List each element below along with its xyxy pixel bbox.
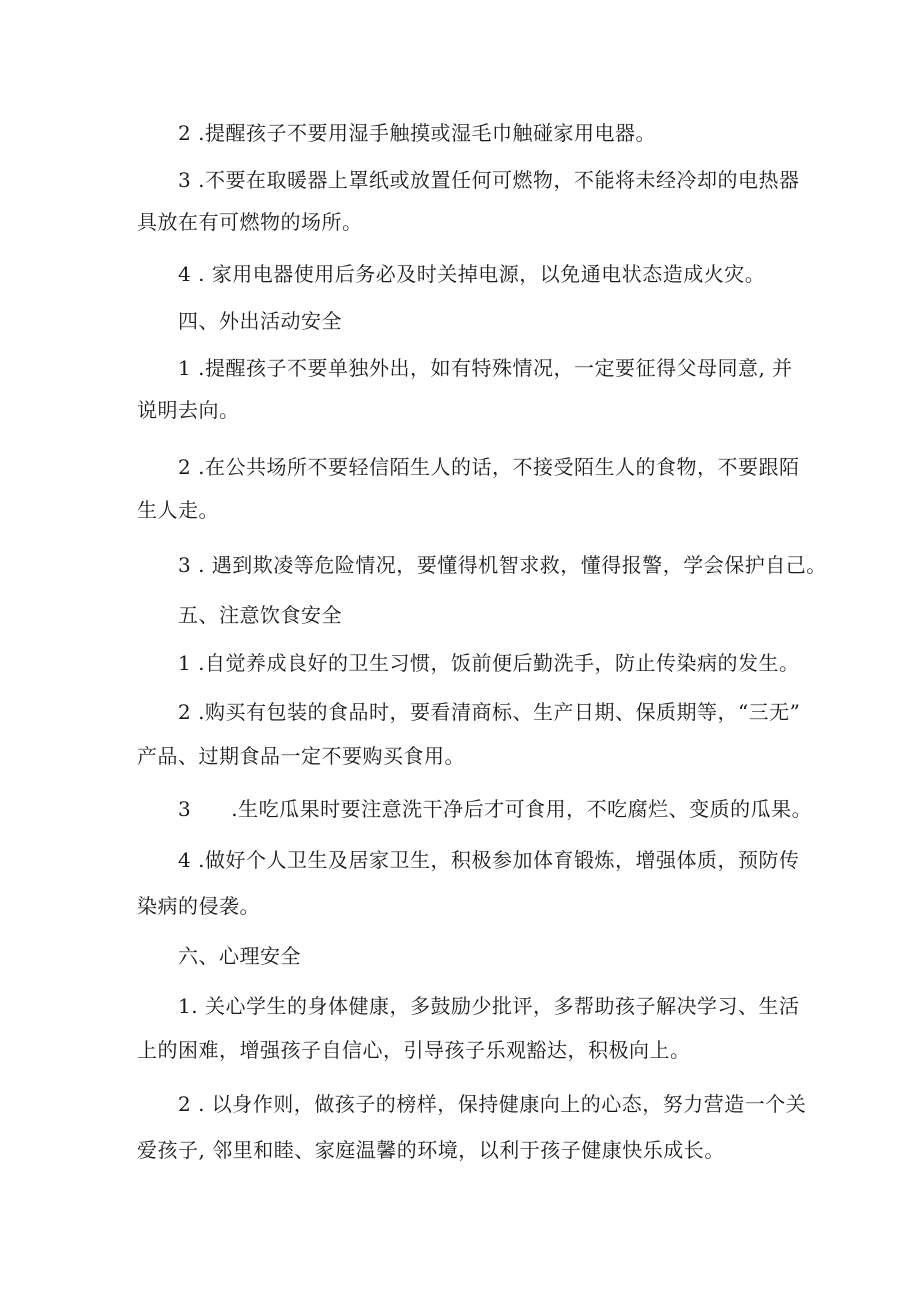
section-heading: 四、外出活动安全 (178, 309, 342, 333)
text-line: 4 .做好个人卫生及居家卫生，积极参加体育锻炼，增强体质，预防传 (178, 848, 800, 872)
text-line: 1 .自觉养成良好的卫生习惯，饭前便后勤洗手，防止传染病的发生。 (178, 651, 800, 675)
text-line: 3 .不要在取暖器上罩纸或放置任何可燃物，不能将未经冷却的电热器 (178, 168, 800, 192)
section-heading: 六、心理安全 (178, 944, 301, 968)
text-line (178, 797, 812, 821)
text-line: 1 .提醒孩子不要单独外出，如有特殊情况，一定要征得父母同意, 并 (178, 356, 793, 380)
text-line: 3 . 遇到欺凌等危险情况，要懂得机智求救，懂得报警，学会保护自己。 (178, 553, 827, 577)
text-line: 2 .购买有包装的食品时，要看清商标、生产日期、保质期等，“三无” (178, 700, 801, 724)
text-line: 2 .在公共场所不要轻信陌生人的话，不接受陌生人的食物，不要跟陌 (178, 455, 800, 479)
text-line: 具放在有可燃物的场所。 (137, 210, 363, 234)
text-line: 1. 关心学生的身体健康，多鼓励少批评，多帮助孩子解决学习、生活 (178, 994, 800, 1018)
text-line: 上的困难，增强孩子自信心，引导孩子乐观豁达，积极向上。 (137, 1038, 691, 1062)
section-heading: 五、注意饮食安全 (178, 603, 342, 627)
text-line: 2 . 以身作则，做孩子的榜样，保持健康向上的心态，努力营造一个关 (178, 1092, 807, 1116)
text-line: 产品、过期食品一定不要购买食用。 (137, 744, 465, 768)
text-line: 生人走。 (137, 498, 219, 522)
text-line: 染病的侵袭。 (137, 894, 260, 918)
text-line: 2 .提醒孩子不要用湿手触摸或湿毛巾触碰家用电器。 (178, 121, 656, 145)
text-line: 说明去向。 (137, 398, 240, 422)
text-line: 爱孩子, 邻里和睦、家庭温馨的环境，以利于孩子健康快乐成长。 (137, 1138, 725, 1162)
item-number: 3 (178, 797, 192, 821)
item-text: .生吃瓜果时要注意洗干净后才可食用，不吃腐烂、变质的瓜果。 (231, 797, 813, 821)
text-line: 4 . 家用电器使用后务必及时关掉电源，以免通电状态造成火灾。 (178, 262, 766, 286)
